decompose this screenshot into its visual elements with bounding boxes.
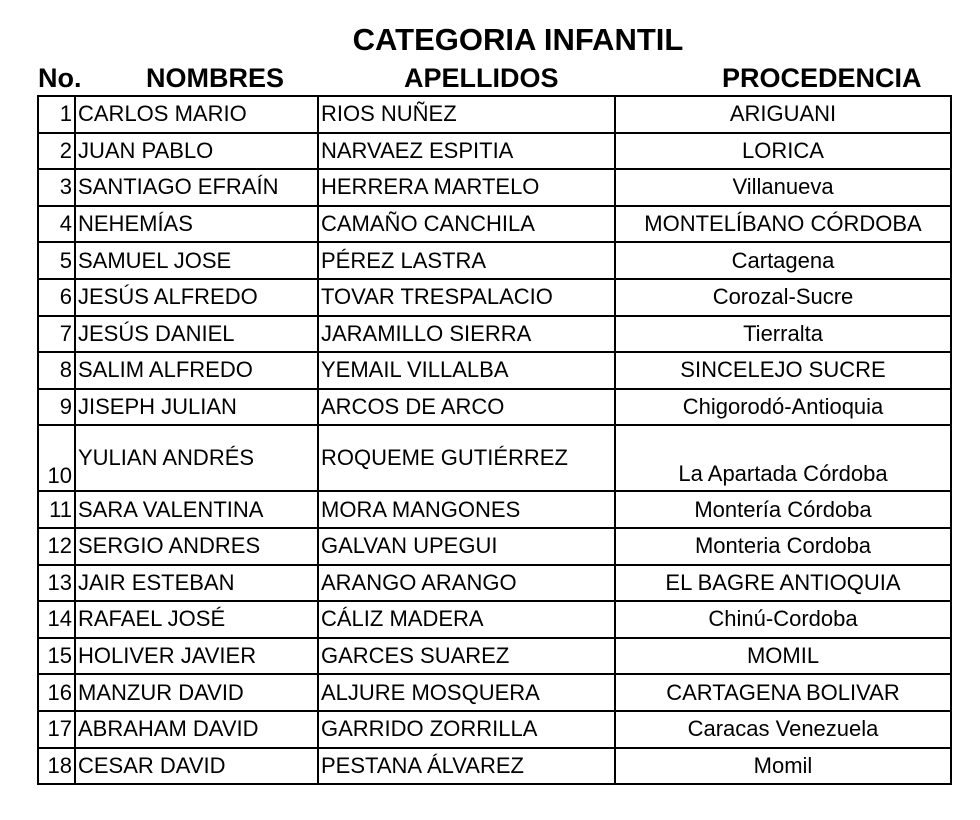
table-row	[38, 601, 951, 638]
row-number: 12	[38, 528, 75, 565]
header-procedencia: PROCEDENCIA	[722, 63, 922, 93]
row-procedencia: Momil	[615, 748, 951, 785]
row-apellidos: ALJURE MOSQUERA	[318, 674, 615, 711]
row-number: 2	[38, 133, 75, 170]
row-number: 9	[38, 389, 75, 426]
row-nombres: SERGIO ANDRES	[75, 528, 318, 565]
row-number: 4	[38, 206, 75, 243]
row-nombres: RAFAEL JOSÉ	[75, 601, 318, 638]
row-nombres: MANZUR DAVID	[75, 674, 318, 711]
row-nombres: SAMUEL JOSE	[75, 242, 318, 279]
table-row	[38, 206, 951, 243]
header-nombres: NOMBRES	[146, 63, 285, 93]
row-apellidos: YEMAIL VILLALBA	[318, 352, 615, 389]
row-procedencia: MONTELÍBANO CÓRDOBA	[615, 206, 951, 243]
table-row	[38, 279, 951, 316]
document-title: CATEGORIA INFANTIL	[352, 22, 684, 57]
row-number: 6	[38, 279, 75, 316]
table-row	[38, 316, 951, 353]
header-no: No.	[38, 63, 82, 93]
row-nombres: SARA VALENTINA	[75, 491, 318, 528]
row-procedencia: Tierralta	[615, 316, 951, 353]
table-row	[38, 748, 951, 785]
row-nombres: JAIR ESTEBAN	[75, 565, 318, 602]
row-apellidos: ARCOS DE ARCO	[318, 389, 615, 426]
row-apellidos: CAMAÑO CANCHILA	[318, 206, 615, 243]
row-procedencia: Montería Córdoba	[615, 491, 951, 528]
row-procedencia: Corozal-Sucre	[615, 279, 951, 316]
row-number: 18	[38, 748, 75, 785]
row-nombres: JESÚS DANIEL	[75, 316, 318, 353]
row-nombres: YULIAN ANDRÉS	[75, 425, 318, 491]
row-nombres: JESÚS ALFREDO	[75, 279, 318, 316]
row-number: 17	[38, 711, 75, 748]
table-row	[38, 389, 951, 426]
row-procedencia: Monteria Cordoba	[615, 528, 951, 565]
table-row	[38, 96, 951, 133]
table-row	[38, 352, 951, 389]
row-nombres: JUAN PABLO	[75, 133, 318, 170]
row-procedencia: Cartagena	[615, 242, 951, 279]
row-procedencia: SINCELEJO SUCRE	[615, 352, 951, 389]
row-nombres: HOLIVER JAVIER	[75, 638, 318, 675]
roster-body	[38, 96, 951, 784]
row-nombres: ABRAHAM DAVID	[75, 711, 318, 748]
row-apellidos: ARANGO ARANGO	[318, 565, 615, 602]
row-apellidos: PÉREZ LASTRA	[318, 242, 615, 279]
row-apellidos: JARAMILLO SIERRA	[318, 316, 615, 353]
row-number: 3	[38, 169, 75, 206]
table-row	[38, 133, 951, 170]
row-apellidos: GARCES SUAREZ	[318, 638, 615, 675]
row-number: 16	[38, 674, 75, 711]
row-number: 15	[38, 638, 75, 675]
roster-table	[37, 95, 952, 785]
row-apellidos: MORA MANGONES	[318, 491, 615, 528]
row-nombres: NEHEMÍAS	[75, 206, 318, 243]
table-row	[38, 242, 951, 279]
header-apellidos: APELLIDOS	[404, 63, 559, 93]
row-procedencia: CARTAGENA BOLIVAR	[615, 674, 951, 711]
table-row	[38, 528, 951, 565]
table-row	[38, 674, 951, 711]
row-number: 1	[38, 96, 75, 133]
table-row	[38, 169, 951, 206]
row-procedencia: MOMIL	[615, 638, 951, 675]
row-number: 14	[38, 601, 75, 638]
row-number: 8	[38, 352, 75, 389]
row-apellidos: ROQUEME GUTIÉRREZ	[318, 425, 615, 491]
row-apellidos: HERRERA MARTELO	[318, 169, 615, 206]
row-apellidos: TOVAR TRESPALACIO	[318, 279, 615, 316]
row-nombres: SANTIAGO EFRAÍN	[75, 169, 318, 206]
row-number: 11	[38, 491, 75, 528]
table-row	[38, 638, 951, 675]
row-apellidos: PESTANA ÁLVAREZ	[318, 748, 615, 785]
row-procedencia: Chigorodó-Antioquia	[615, 389, 951, 426]
row-nombres: JISEPH JULIAN	[75, 389, 318, 426]
row-nombres: CESAR DAVID	[75, 748, 318, 785]
row-apellidos: NARVAEZ ESPITIA	[318, 133, 615, 170]
row-number: 5	[38, 242, 75, 279]
table-row	[38, 711, 951, 748]
table-row	[38, 425, 951, 491]
row-procedencia: Villanueva	[615, 169, 951, 206]
row-procedencia: Caracas Venezuela	[615, 711, 951, 748]
row-apellidos: CÁLIZ MADERA	[318, 601, 615, 638]
row-number: 13	[38, 565, 75, 602]
row-nombres: CARLOS MARIO	[75, 96, 318, 133]
row-number: 10	[38, 425, 75, 491]
row-procedencia: La Apartada Córdoba	[615, 425, 951, 491]
row-procedencia: Chinú-Cordoba	[615, 601, 951, 638]
table-row	[38, 565, 951, 602]
row-procedencia: EL BAGRE ANTIOQUIA	[615, 565, 951, 602]
row-number: 7	[38, 316, 75, 353]
row-apellidos: GARRIDO ZORRILLA	[318, 711, 615, 748]
table-row	[38, 491, 951, 528]
row-procedencia: ARIGUANI	[615, 96, 951, 133]
row-nombres: SALIM ALFREDO	[75, 352, 318, 389]
row-apellidos: GALVAN UPEGUI	[318, 528, 615, 565]
row-procedencia: LORICA	[615, 133, 951, 170]
row-apellidos: RIOS NUÑEZ	[318, 96, 615, 133]
